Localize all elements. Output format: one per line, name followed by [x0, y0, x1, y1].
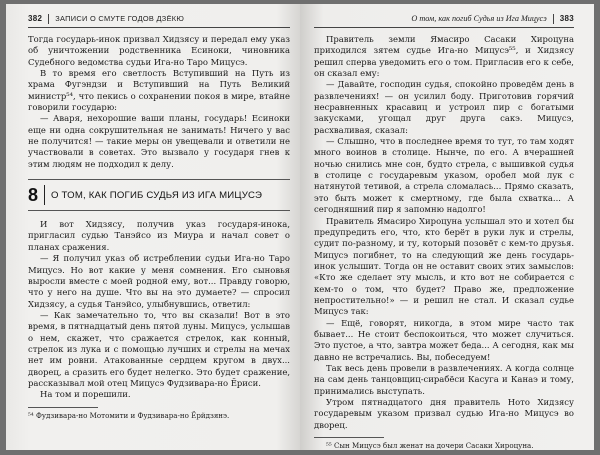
paragraph: И вот Хидзясу, получив указ государя-инока, пригласил судью Танэйсо из Миура и начал совет о планах сражения.: [28, 219, 290, 252]
paragraph: — Ещё, говорят, никогда, в этом мире часто так бывает... Не стоит беспокоиться, что может случиться. Это пустое, а что, завтра может беда... А сегодня, как мы давно не встречались. Вы, побеседуем!: [314, 317, 574, 362]
paragraph: — Давайте, господин судья, спокойно проведём день в развлечениях! — он усилил боду. Приготовив горячий несравненных красавиц и устроил пир с богатыми закусками, угощал друг друга сакэ. Мицусэ, расхваливая, сказал:: [314, 79, 574, 135]
footnote: ⁵⁵ Сын Мицусэ был женат на дочери Сасаки Хироцуна.: [326, 441, 534, 450]
left-page: [6, 4, 300, 450]
right-page-body: [314, 34, 574, 450]
right-page-number: 383: [559, 14, 574, 23]
head-separator: [553, 14, 554, 24]
chapter-title: О ТОМ, КАК ПОГИБ СУДЬЯ ИЗ ИГА МИЦУСЭ: [51, 189, 263, 201]
paragraph: На том и порешили.: [40, 389, 131, 400]
head-separator: [48, 14, 49, 24]
paragraph: — Аваря, нехорошие ваши планы, государь! Есиноки еще ни одна сокрушительная не занимать! Ничего у вас не получится! — такие меры он увещевали и ответили не участвовали в советах. Это вызвало у государя гнев к этим людям не подходил к делу.: [28, 113, 290, 169]
paragraph: Так весь день провели в развлечениях. А когда солнце на сам день танцовщиц-сирабёси Касуга и Канаэ и тому, принимались выступать.: [314, 362, 574, 396]
right-page: [300, 4, 594, 450]
paragraph: — Слышно, что в последнее время то тут, то там ходят много воинов в столице. Нынче, по его. А вчерашней ночью снились мне сон, будто стрела, с вышивкой судья в столице с государевым указом, оробел мой лук с натянутой тетивой, а стрела сломалась... Прямо сказать, это быть может к смертному, где была схватка... А сегодняшний пир я запомню надолго!: [314, 136, 574, 215]
footnote-rule: [28, 407, 98, 408]
paragraph: Правитель земли Ямасиро Сасаки Хироцуна приходился зятем судье Ига-но Мицусэ⁵⁵, и Хидзясу решил сперва уведомить его о том. Пригласив его к себе, он сказал ему:: [314, 34, 574, 79]
chapter-divider: [44, 185, 45, 205]
chapter-heading: [28, 179, 290, 211]
book-spread: [6, 4, 594, 450]
chapter-number: 8: [28, 185, 39, 206]
left-running-title: ЗАПИСИ О СМУТЕ ГОДОВ ДЗЁКЮ: [55, 14, 185, 23]
paragraph: — Как замечательно то, что вы сказали! Вот в это время, в пятнадцатый день пятой луны. Мицусэ, услышав о нем, скажет, что сражается стрелок, как конный, стрелок из лука и с помощью лучших и стрелы на мечах нет им ровни. Атакованные сердцем кругом в двух... дворец, а сразить его будет нелегко. Это будет сражение, рассказывал мой отец Мицусэ Фудзивара-но Ёриси.: [28, 309, 290, 388]
right-running-title: О том, как погиб Судья из Ига Мицусэ: [411, 14, 547, 23]
right-running-head: [314, 12, 574, 28]
left-running-head: [28, 12, 290, 28]
left-page-body: [28, 34, 290, 420]
left-page-number: 382: [28, 14, 43, 23]
paragraph: — Я получил указ об истреблении судьи Ига-но Таро Мицусэ. Но вот какие у меня сомнения. Его сыновья выросли вместе с моей родной ему, вот... Правду говорю, что у него на душе. Что вы на это думаете? — спросил Хидзясу, а судья Танэйсо, улыбнувшись, ответил:: [28, 253, 290, 309]
paragraph: Правитель Ямасиро Хироцуна услышал это и хотел бы предупредить его, что, кто берёт в руки лук и стрелы, судит по-разному, и ту, который позовёт с кем-то друзья. Мицусэ погибнет, то на следующий же день государь-инок услышит. Тогда он не оставит своих этих замыслов: «Кто же сделает эту мысль, и кто вот не собирается с кем-то о том, что будет? Право же, предложение непростительно!» — и решил не стал. И сказал судье Мицусэ так:: [314, 215, 574, 317]
footnote: ⁵⁴ Фудзивара-но Мотомити и Фудзивара-но Ёрйдзянэ.: [28, 410, 230, 420]
footnote-rule: [314, 437, 384, 438]
paragraph: Утром пятнадцатого дня правитель Ното Хидзясу государевым указом призвал судью Ига-но Мицусэ во дворец.: [314, 397, 574, 430]
paragraph: В то время его светлость Вступивший на Путь из храма Фугэндзи и Вступивший на Путь Великий министр⁵⁴, что пекись о сохранении покоя в мире, втайне говорили государю:: [28, 68, 290, 113]
paragraph: Тогда государь-инок призвал Хидзясу и передал ему указ об уничтожении родственника Есиноки, чиновника Судебного ведомства судьи Ига-но Таро Мицусэ.: [28, 34, 290, 67]
